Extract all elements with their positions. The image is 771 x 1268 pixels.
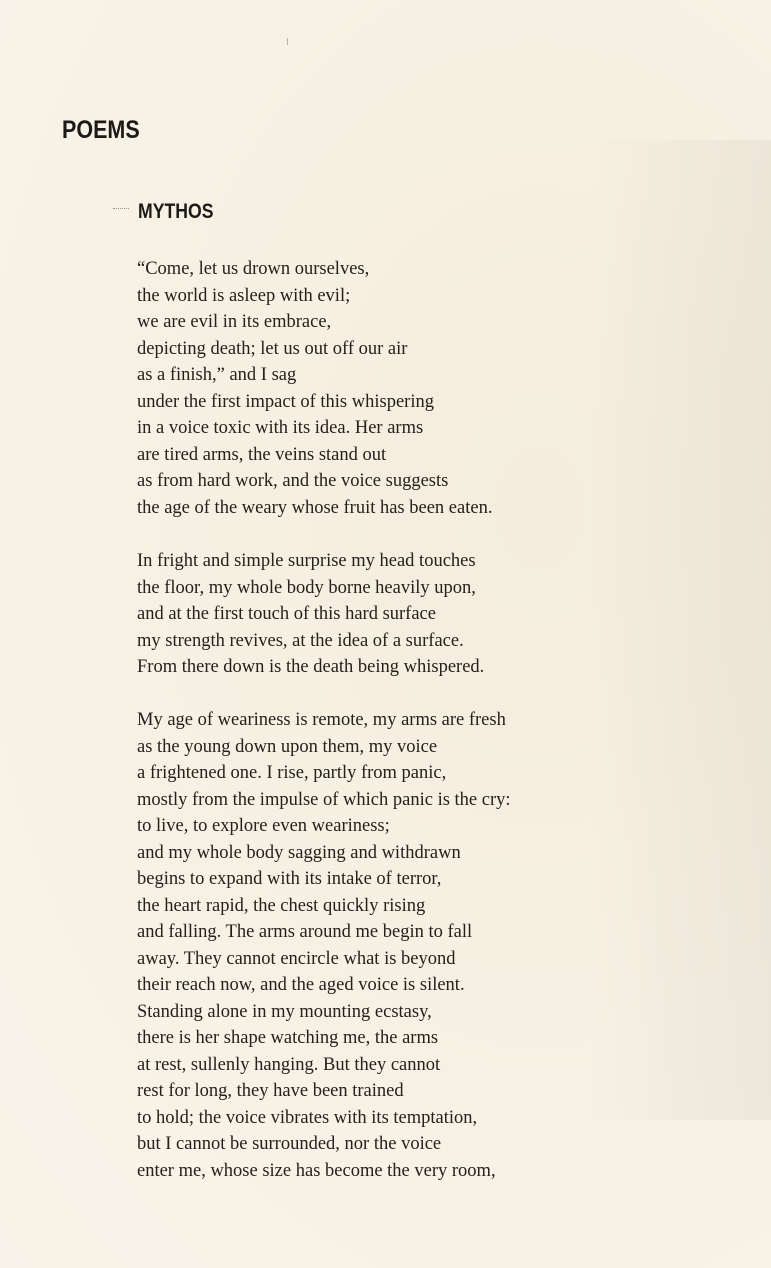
poem-line: Standing alone in my mounting ecstasy, xyxy=(137,1001,432,1022)
stanza-1 xyxy=(137,256,492,521)
poem-line: at rest, sullenly hanging. But they cannot xyxy=(137,1054,441,1075)
poem-line: to hold; the voice vibrates with its temptation, xyxy=(137,1107,478,1128)
poem-line: and at the first touch of this hard surface xyxy=(137,604,436,624)
poem-title: MYTHOS xyxy=(138,200,214,223)
poem-line: in a voice toxic with its idea. Her arms xyxy=(137,418,424,438)
poem-line: and falling. The arms around me begin to fall xyxy=(137,922,473,942)
poem-line: the world is asleep with evil; xyxy=(137,285,351,306)
poem-line: and my whole body sagging and withdrawn xyxy=(137,842,461,863)
page-mark xyxy=(287,38,288,45)
poem-line: away. They cannot encircle what is beyond xyxy=(137,948,456,969)
poem-line: the heart rapid, the chest quickly rising xyxy=(137,895,426,916)
stanza-3 xyxy=(137,707,511,1184)
poem-line: as a finish,” and I sag xyxy=(137,365,297,385)
poem-line: but I cannot be surrounded, nor the voice xyxy=(137,1134,442,1154)
poem-title-dash xyxy=(113,208,129,209)
poem-line: a frightened one. I rise, partly from panic, xyxy=(137,763,447,783)
poem-line: there is her shape watching me, the arms xyxy=(137,1028,439,1048)
poem-line: we are evil in its embrace, xyxy=(137,312,332,332)
poem-line: my strength revives, at the idea of a surface. xyxy=(137,630,464,651)
poem-line: as from hard work, and the voice suggests xyxy=(137,471,449,491)
poem-line: to live, to explore even weariness; xyxy=(137,816,390,836)
poem-line: under the first impact of this whispering xyxy=(137,391,434,412)
poem-line: are tired arms, the veins stand out xyxy=(137,444,387,465)
poem-line: begins to expand with its intake of terror, xyxy=(137,869,442,889)
poem-line: My age of weariness is remote, my arms are fresh xyxy=(137,710,506,730)
poem-line: the floor, my whole body borne heavily upon, xyxy=(137,577,476,598)
stanza-2 xyxy=(137,548,484,681)
poem-line: depicting death; let us out off our air xyxy=(137,338,408,359)
section-title: POEMS xyxy=(62,116,140,144)
poem-line: From there down is the death being whispered. xyxy=(137,657,485,677)
poem-line: as the young down upon them, my voice xyxy=(137,736,438,757)
poem-line: the age of the weary whose fruit has been eaten. xyxy=(137,497,493,518)
poem-line: enter me, whose size has become the very room, xyxy=(137,1160,496,1181)
poem-line: In fright and simple surprise my head touches xyxy=(137,551,476,571)
poem-line: rest for long, they have been trained xyxy=(137,1081,404,1101)
show-through-shadow xyxy=(590,140,771,1120)
poem-line: mostly from the impulse of which panic is the cry: xyxy=(137,789,511,810)
poem-line: their reach now, and the aged voice is silent. xyxy=(137,975,465,995)
poem-line: “Come, let us drown ourselves, xyxy=(137,259,370,279)
